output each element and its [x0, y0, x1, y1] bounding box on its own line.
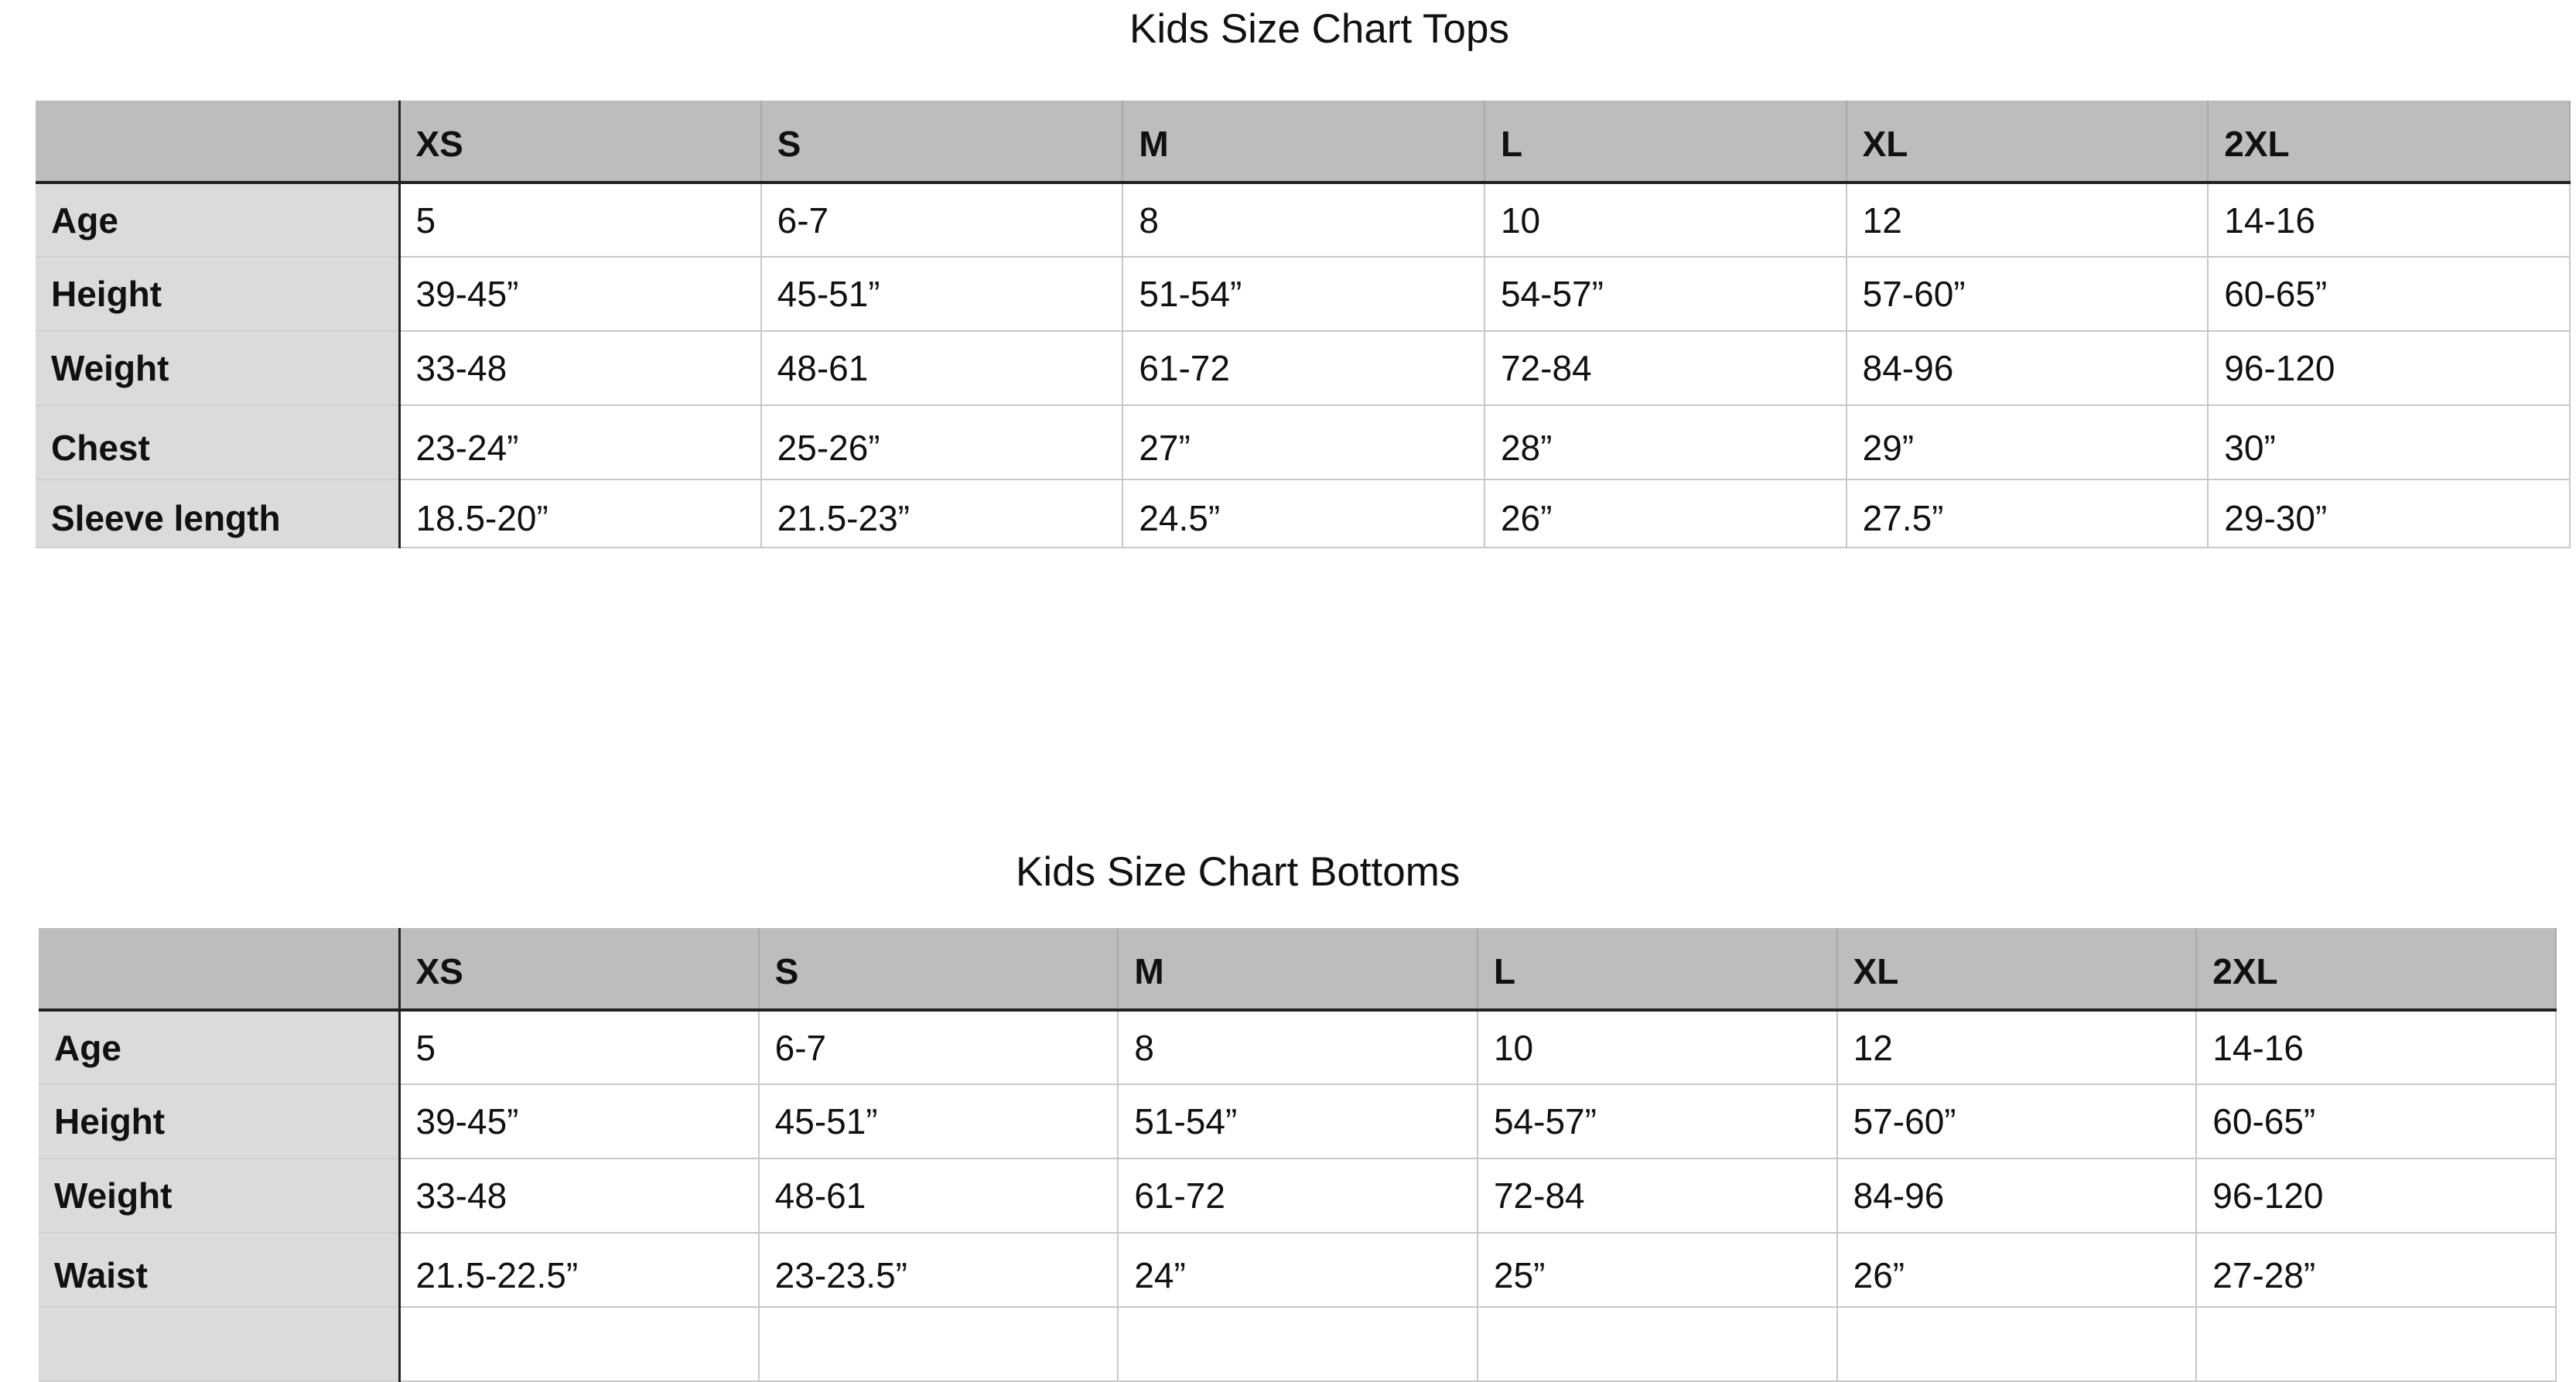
table-row-weight: [39, 1158, 2556, 1233]
header-corner-cell: [39, 928, 399, 1010]
table-cell: 48-61: [761, 331, 1123, 405]
table-cell: [1478, 1307, 1837, 1381]
table-cell: [399, 1307, 759, 1381]
table-cell: 54-57”: [1484, 257, 1847, 331]
header-size-s: S: [759, 928, 1119, 1010]
table-cell: 29”: [1847, 405, 2209, 479]
table-cell: 51-54”: [1122, 257, 1484, 331]
table-cell: 54-57”: [1478, 1084, 1837, 1158]
table-cell: 18.5-20”: [399, 479, 761, 548]
table-cell: 26”: [1837, 1233, 2197, 1307]
table-cell: [1118, 1307, 1478, 1381]
table-cell: 21.5-22.5”: [399, 1233, 759, 1307]
header-size-2xl: 2XL: [2196, 928, 2556, 1010]
table-row-weight: [36, 331, 2570, 405]
table-cell: 21.5-23”: [761, 479, 1123, 548]
row-label-weight: Weight: [39, 1158, 399, 1233]
table-cell: 10: [1484, 183, 1847, 257]
table-cell: 48-61: [759, 1158, 1119, 1233]
table-row-chest: [36, 405, 2570, 479]
table-header-row: [36, 101, 2570, 183]
table-cell: [759, 1307, 1119, 1381]
table-cell: 26”: [1484, 479, 1847, 548]
table-cell: 60-65”: [2208, 257, 2570, 331]
table-cell: 25-26”: [761, 405, 1123, 479]
table-row-height: [36, 257, 2570, 331]
header-size-m: M: [1122, 101, 1484, 183]
row-label-sleeve-length: Sleeve length: [36, 479, 399, 548]
table-cell: [1837, 1307, 2197, 1381]
table-cell: 57-60”: [1837, 1084, 2197, 1158]
table-row-waist: [39, 1233, 2556, 1307]
table-cell: 6-7: [759, 1010, 1119, 1084]
table-cell: 61-72: [1122, 331, 1484, 405]
table-cell: 8: [1118, 1010, 1478, 1084]
table-cell: 5: [399, 1010, 759, 1084]
table-cell: 84-96: [1847, 331, 2209, 405]
table-cell: 61-72: [1118, 1158, 1478, 1233]
table-cell: 14-16: [2196, 1010, 2556, 1084]
table-cell: 27”: [1122, 405, 1484, 479]
table-cell: [2196, 1307, 2556, 1381]
table-cell: 10: [1478, 1010, 1837, 1084]
header-size-l: L: [1478, 928, 1837, 1010]
table-cell: 45-51”: [759, 1084, 1119, 1158]
header-size-s: S: [761, 101, 1123, 183]
header-size-xl: XL: [1847, 101, 2209, 183]
row-label-age: Age: [36, 183, 399, 257]
table-cell: 84-96: [1837, 1158, 2197, 1233]
table-cell: 29-30”: [2208, 479, 2570, 548]
row-label-chest: Chest: [36, 405, 399, 479]
header-size-2xl: 2XL: [2208, 101, 2570, 183]
header-size-xs: XS: [399, 101, 761, 183]
table-cell: 72-84: [1478, 1158, 1837, 1233]
row-label-height: Height: [39, 1084, 399, 1158]
table-row-age: [36, 183, 2570, 257]
table-cell: 24”: [1118, 1233, 1478, 1307]
bottoms-size-table: [39, 928, 2557, 1382]
table-cell: 39-45”: [399, 257, 761, 331]
table-cell: 33-48: [399, 331, 761, 405]
tops-chart-title: Kids Size Chart Tops: [1129, 6, 1509, 52]
table-cell: 96-120: [2196, 1158, 2556, 1233]
table-cell: 28”: [1484, 405, 1847, 479]
table-cell: 27-28”: [2196, 1233, 2556, 1307]
header-corner-cell: [36, 101, 399, 183]
header-size-xl: XL: [1837, 928, 2197, 1010]
table-row-empty: [39, 1307, 2556, 1381]
table-cell: 6-7: [761, 183, 1123, 257]
table-cell: 12: [1847, 183, 2209, 257]
table-cell: 60-65”: [2196, 1084, 2556, 1158]
header-size-m: M: [1118, 928, 1478, 1010]
table-row-age: [39, 1010, 2556, 1084]
table-row-height: [39, 1084, 2556, 1158]
table-cell: 5: [399, 183, 761, 257]
row-label-weight: Weight: [36, 331, 399, 405]
row-label-waist: Waist: [39, 1233, 399, 1307]
table-cell: 24.5”: [1122, 479, 1484, 548]
row-label-empty: [39, 1307, 399, 1381]
table-cell: 23-23.5”: [759, 1233, 1119, 1307]
tops-size-table: [36, 101, 2571, 548]
table-cell: 23-24”: [399, 405, 761, 479]
table-header-row: [39, 928, 2556, 1010]
table-cell: 27.5”: [1847, 479, 2209, 548]
bottoms-chart-title: Kids Size Chart Bottoms: [1016, 849, 1461, 895]
table-cell: 72-84: [1484, 331, 1847, 405]
row-label-age: Age: [39, 1010, 399, 1084]
table-row-sleeve-length: [36, 479, 2570, 548]
header-size-xs: XS: [399, 928, 759, 1010]
table-cell: 96-120: [2208, 331, 2570, 405]
table-cell: 57-60”: [1847, 257, 2209, 331]
table-cell: 45-51”: [761, 257, 1123, 331]
table-cell: 33-48: [399, 1158, 759, 1233]
table-cell: 12: [1837, 1010, 2197, 1084]
table-cell: 8: [1122, 183, 1484, 257]
table-cell: 14-16: [2208, 183, 2570, 257]
table-cell: 39-45”: [399, 1084, 759, 1158]
header-size-l: L: [1484, 101, 1847, 183]
table-cell: 30”: [2208, 405, 2570, 479]
table-cell: 51-54”: [1118, 1084, 1478, 1158]
table-cell: 25”: [1478, 1233, 1837, 1307]
row-label-height: Height: [36, 257, 399, 331]
